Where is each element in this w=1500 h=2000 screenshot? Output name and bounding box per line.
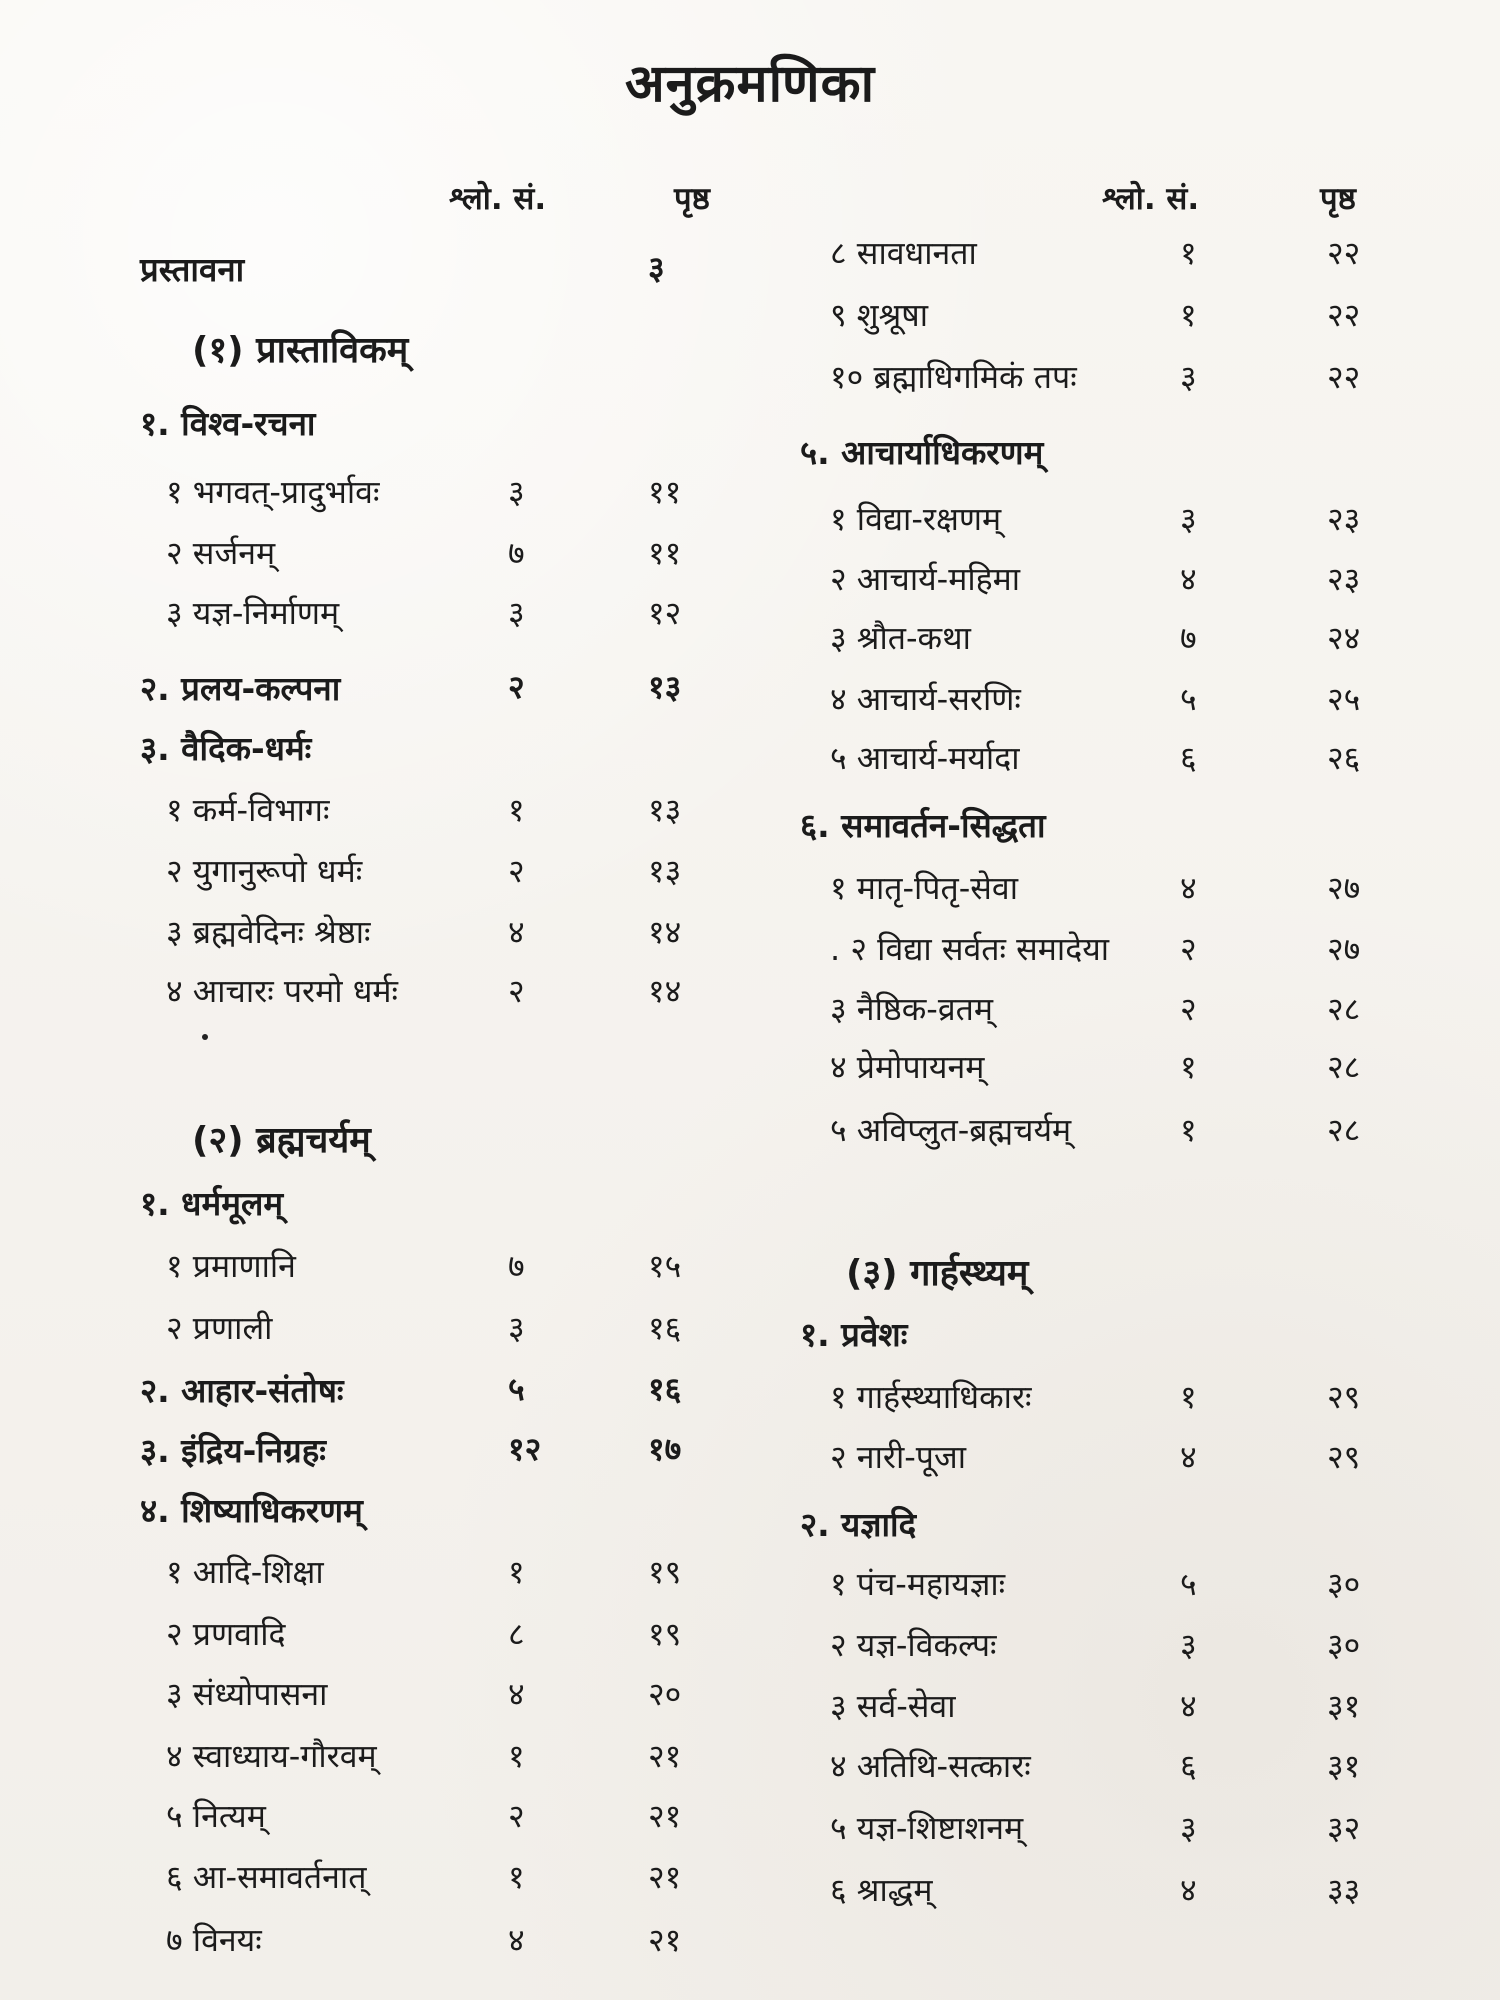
toc-shloka-count: ३: [508, 473, 525, 511]
toc-entry-title: ४ आचारः परमो धर्मः: [166, 972, 398, 1010]
left-page-header: पृष्ठ: [674, 181, 710, 217]
toc-entry-title: ३. वैदिक-धर्मः: [140, 729, 312, 768]
toc-entry-title: ३ यज्ञ-निर्माणम्: [166, 594, 340, 632]
toc-shloka-count: ४: [508, 1921, 525, 1959]
toc-page-number: ३२: [1327, 1809, 1361, 1847]
toc-page-number: २३: [1327, 500, 1361, 538]
toc-shloka-count: २: [1180, 930, 1197, 968]
toc-shloka-count: १: [1180, 1378, 1197, 1416]
toc-page-number: १७: [648, 1430, 682, 1468]
toc-entry-title: ३ ब्रह्मवेदिनः श्रेष्ठाः: [166, 913, 371, 951]
toc-entry-title: . २ विद्या सर्वतः समादेया: [830, 930, 1110, 968]
toc-page-number: १६: [648, 1309, 682, 1347]
toc-shloka-count: १: [1180, 1111, 1197, 1149]
toc-entry-title: (२) ब्रह्मचर्यम्: [192, 1120, 371, 1161]
toc-entry-title: (१) प्रास्ताविकम्: [192, 330, 409, 371]
right-column: [760, 0, 1500, 2000]
toc-shloka-count: ३: [1180, 1626, 1197, 1664]
toc-entry-title: प्रस्तावना: [140, 250, 245, 289]
toc-entry-title: २ आचार्य-महिमा: [830, 560, 1021, 598]
toc-entry-title: १ गार्हस्थ्याधिकारः: [830, 1378, 1032, 1416]
right-page-header: पृष्ठ: [1320, 181, 1356, 217]
toc-page-number: २८: [1327, 990, 1361, 1028]
toc-entry-title: १० ब्रह्माधिगमिकं तपः: [830, 358, 1077, 396]
toc-entry-title: ४ प्रेमोपायनम्: [830, 1048, 985, 1086]
toc-entry-title: ६. समावर्तन-सिद्धता: [800, 806, 1046, 845]
toc-entry-title: १ प्रमाणानि: [166, 1247, 296, 1285]
toc-page-number: २८: [1327, 1111, 1361, 1149]
toc-shloka-count: ७: [1180, 619, 1197, 657]
toc-entry-title: ६ आ-समावर्तनात्: [166, 1858, 367, 1896]
toc-page-number: २२: [1327, 358, 1361, 396]
toc-page-number: १३: [648, 852, 682, 890]
right-shloka-header: श्लो. सं.: [1102, 181, 1200, 217]
toc-shloka-count: ६: [1180, 1747, 1197, 1785]
toc-page-number: २१: [648, 1921, 682, 1959]
toc-shloka-count: ३: [1180, 500, 1197, 538]
page-title: अनुक्रमणिका: [624, 54, 876, 114]
toc-entry-title: ३. इंद्रिय-निग्रहः: [140, 1431, 326, 1470]
toc-page-number: २५: [1327, 680, 1361, 718]
toc-entry-title: ४ अतिथि-सत्कारः: [830, 1747, 1031, 1785]
toc-entry-title: १. विश्व-रचना: [140, 404, 316, 443]
toc-entry-title: २ युगानुरूपो धर्मः: [166, 852, 363, 890]
toc-entry-title: ५ यज्ञ-शिष्टाशनम्: [830, 1809, 1024, 1847]
toc-entry-title: ५ आचार्य-मर्यादा: [830, 739, 1020, 777]
toc-shloka-count: ८: [508, 1615, 525, 1653]
toc-page-number: १४: [648, 972, 682, 1010]
toc-entry-title: ६ श्राद्धम्: [830, 1871, 933, 1909]
toc-page-number: २९: [1327, 1378, 1361, 1416]
toc-entry-title: १ भगवत्-प्रादुर्भावः: [166, 473, 380, 511]
toc-shloka-count: ४: [1180, 1871, 1197, 1909]
toc-shloka-count: १: [508, 1858, 525, 1896]
toc-shloka-count: २: [508, 668, 525, 706]
toc-page-number: ३१: [1327, 1687, 1361, 1725]
toc-page-number: १५: [648, 1247, 682, 1285]
toc-page-number: ३०: [1327, 1626, 1361, 1664]
toc-entry-title: ४ स्वाध्याय-गौरवम्: [166, 1737, 377, 1775]
toc-entry-title: ५. आचार्याधिकरणम्: [800, 433, 1044, 472]
toc-entry-title: ५ अविप्लुत-ब्रह्मचर्यम्: [830, 1111, 1072, 1149]
toc-page-number: २१: [648, 1737, 682, 1775]
toc-shloka-count: ३: [508, 1309, 525, 1347]
toc-entry-title: २ प्रणाली: [166, 1309, 273, 1347]
toc-page-number: १४: [648, 913, 682, 951]
toc-shloka-count: २: [508, 1797, 525, 1835]
toc-page-number: १३: [648, 791, 682, 829]
toc-entry-title: १. प्रवेशः: [800, 1315, 908, 1354]
toc-page-number: २७: [1327, 930, 1361, 968]
toc-page-number: २६: [1327, 739, 1361, 777]
toc-shloka-count: २: [1180, 990, 1197, 1028]
toc-shloka-count: ४: [1180, 560, 1197, 598]
stray-dot: [202, 1034, 208, 1040]
toc-entry-title: २. आहार-संतोषः: [140, 1371, 344, 1410]
toc-page-number: १३: [648, 668, 682, 706]
toc-entry-title: ४ आचार्य-सरणिः: [830, 680, 1021, 718]
toc-page-number: १२: [648, 594, 682, 632]
toc-shloka-count: ४: [508, 913, 525, 951]
toc-page-number: १६: [648, 1370, 682, 1408]
toc-shloka-count: ३: [508, 594, 525, 632]
toc-entry-title: ३ सर्व-सेवा: [830, 1687, 956, 1725]
toc-shloka-count: ३: [1180, 358, 1197, 396]
toc-shloka-count: १: [1180, 234, 1197, 272]
toc-page-number: ११: [648, 473, 682, 511]
toc-page-number: २७: [1327, 869, 1361, 907]
toc-shloka-count: १: [508, 1553, 525, 1591]
toc-entry-title: ३ श्रौत-कथा: [830, 619, 971, 657]
toc-shloka-count: ५: [1180, 1565, 1197, 1603]
toc-entry-title: ८ सावधानता: [830, 234, 977, 272]
toc-entry-title: ३ नैष्ठिक-व्रतम्: [830, 990, 993, 1028]
toc-entry-title: १ मातृ-पितृ-सेवा: [830, 869, 1018, 907]
toc-page-number: ३३: [1327, 1871, 1361, 1909]
toc-shloka-count: ७: [508, 1247, 525, 1285]
toc-entry-title: २. प्रलय-कल्पना: [140, 669, 341, 708]
toc-entry-title: २ प्रणवादि: [166, 1615, 286, 1653]
toc-entry-title: २. यज्ञादि: [800, 1505, 917, 1544]
toc-entry-title: ५ नित्यम्: [166, 1797, 266, 1835]
toc-entry-title: २ सर्जनम्: [166, 534, 276, 572]
toc-entry-title: ९ शुश्रूषा: [830, 296, 929, 334]
toc-page-number: २३: [1327, 560, 1361, 598]
toc-entry-title: १ आदि-शिक्षा: [166, 1553, 324, 1591]
toc-page-number: ३०: [1327, 1565, 1361, 1603]
toc-entry-title: ४. शिष्याधिकरणम्: [140, 1491, 363, 1530]
toc-entry-title: १ कर्म-विभागः: [166, 791, 330, 829]
toc-shloka-count: ४: [508, 1675, 525, 1713]
toc-page-number: १९: [648, 1615, 682, 1653]
toc-shloka-count: १: [1180, 296, 1197, 334]
toc-shloka-count: १: [508, 1737, 525, 1775]
toc-shloka-count: १२: [508, 1430, 542, 1468]
toc-page-number: २१: [648, 1858, 682, 1896]
toc-page-number: २२: [1327, 296, 1361, 334]
toc-shloka-count: २: [508, 972, 525, 1010]
toc-shloka-count: ७: [508, 534, 525, 572]
left-shloka-header: श्लो. सं.: [449, 181, 547, 217]
toc-page-number: २९: [1327, 1438, 1361, 1476]
toc-page-number: ११: [648, 534, 682, 572]
toc-page-number: २२: [1327, 234, 1361, 272]
toc-page-number: २४: [1327, 619, 1361, 657]
toc-shloka-count: १: [1180, 1048, 1197, 1086]
toc-shloka-count: ३: [1180, 1809, 1197, 1847]
toc-shloka-count: १: [508, 791, 525, 829]
toc-entry-title: १ पंच-महायज्ञाः: [830, 1565, 1006, 1603]
toc-shloka-count: ५: [1180, 680, 1197, 718]
toc-shloka-count: २: [508, 852, 525, 890]
toc-shloka-count: ६: [1180, 739, 1197, 777]
toc-entry-title: २ यज्ञ-विकल्पः: [830, 1626, 997, 1664]
toc-entry-title: ३ संध्योपासना: [166, 1675, 328, 1713]
toc-shloka-count: ४: [1180, 869, 1197, 907]
toc-entry-title: १. धर्ममूलम्: [140, 1184, 284, 1223]
toc-shloka-count: ४: [1180, 1687, 1197, 1725]
toc-page-number: ३: [648, 249, 665, 287]
toc-entry-title: ७ विनयः: [166, 1921, 262, 1959]
toc-page-number: ३१: [1327, 1747, 1361, 1785]
toc-shloka-count: ४: [1180, 1438, 1197, 1476]
toc-page-number: २०: [648, 1675, 682, 1713]
toc-entry-title: २ नारी-पूजा: [830, 1438, 966, 1476]
toc-page-number: २८: [1327, 1048, 1361, 1086]
toc-page-number: १९: [648, 1553, 682, 1591]
toc-entry-title: १ विद्या-रक्षणम्: [830, 500, 1002, 538]
toc-page-number: २१: [648, 1797, 682, 1835]
toc-shloka-count: ५: [508, 1370, 525, 1408]
toc-entry-title: (३) गार्हस्थ्यम्: [846, 1253, 1029, 1294]
